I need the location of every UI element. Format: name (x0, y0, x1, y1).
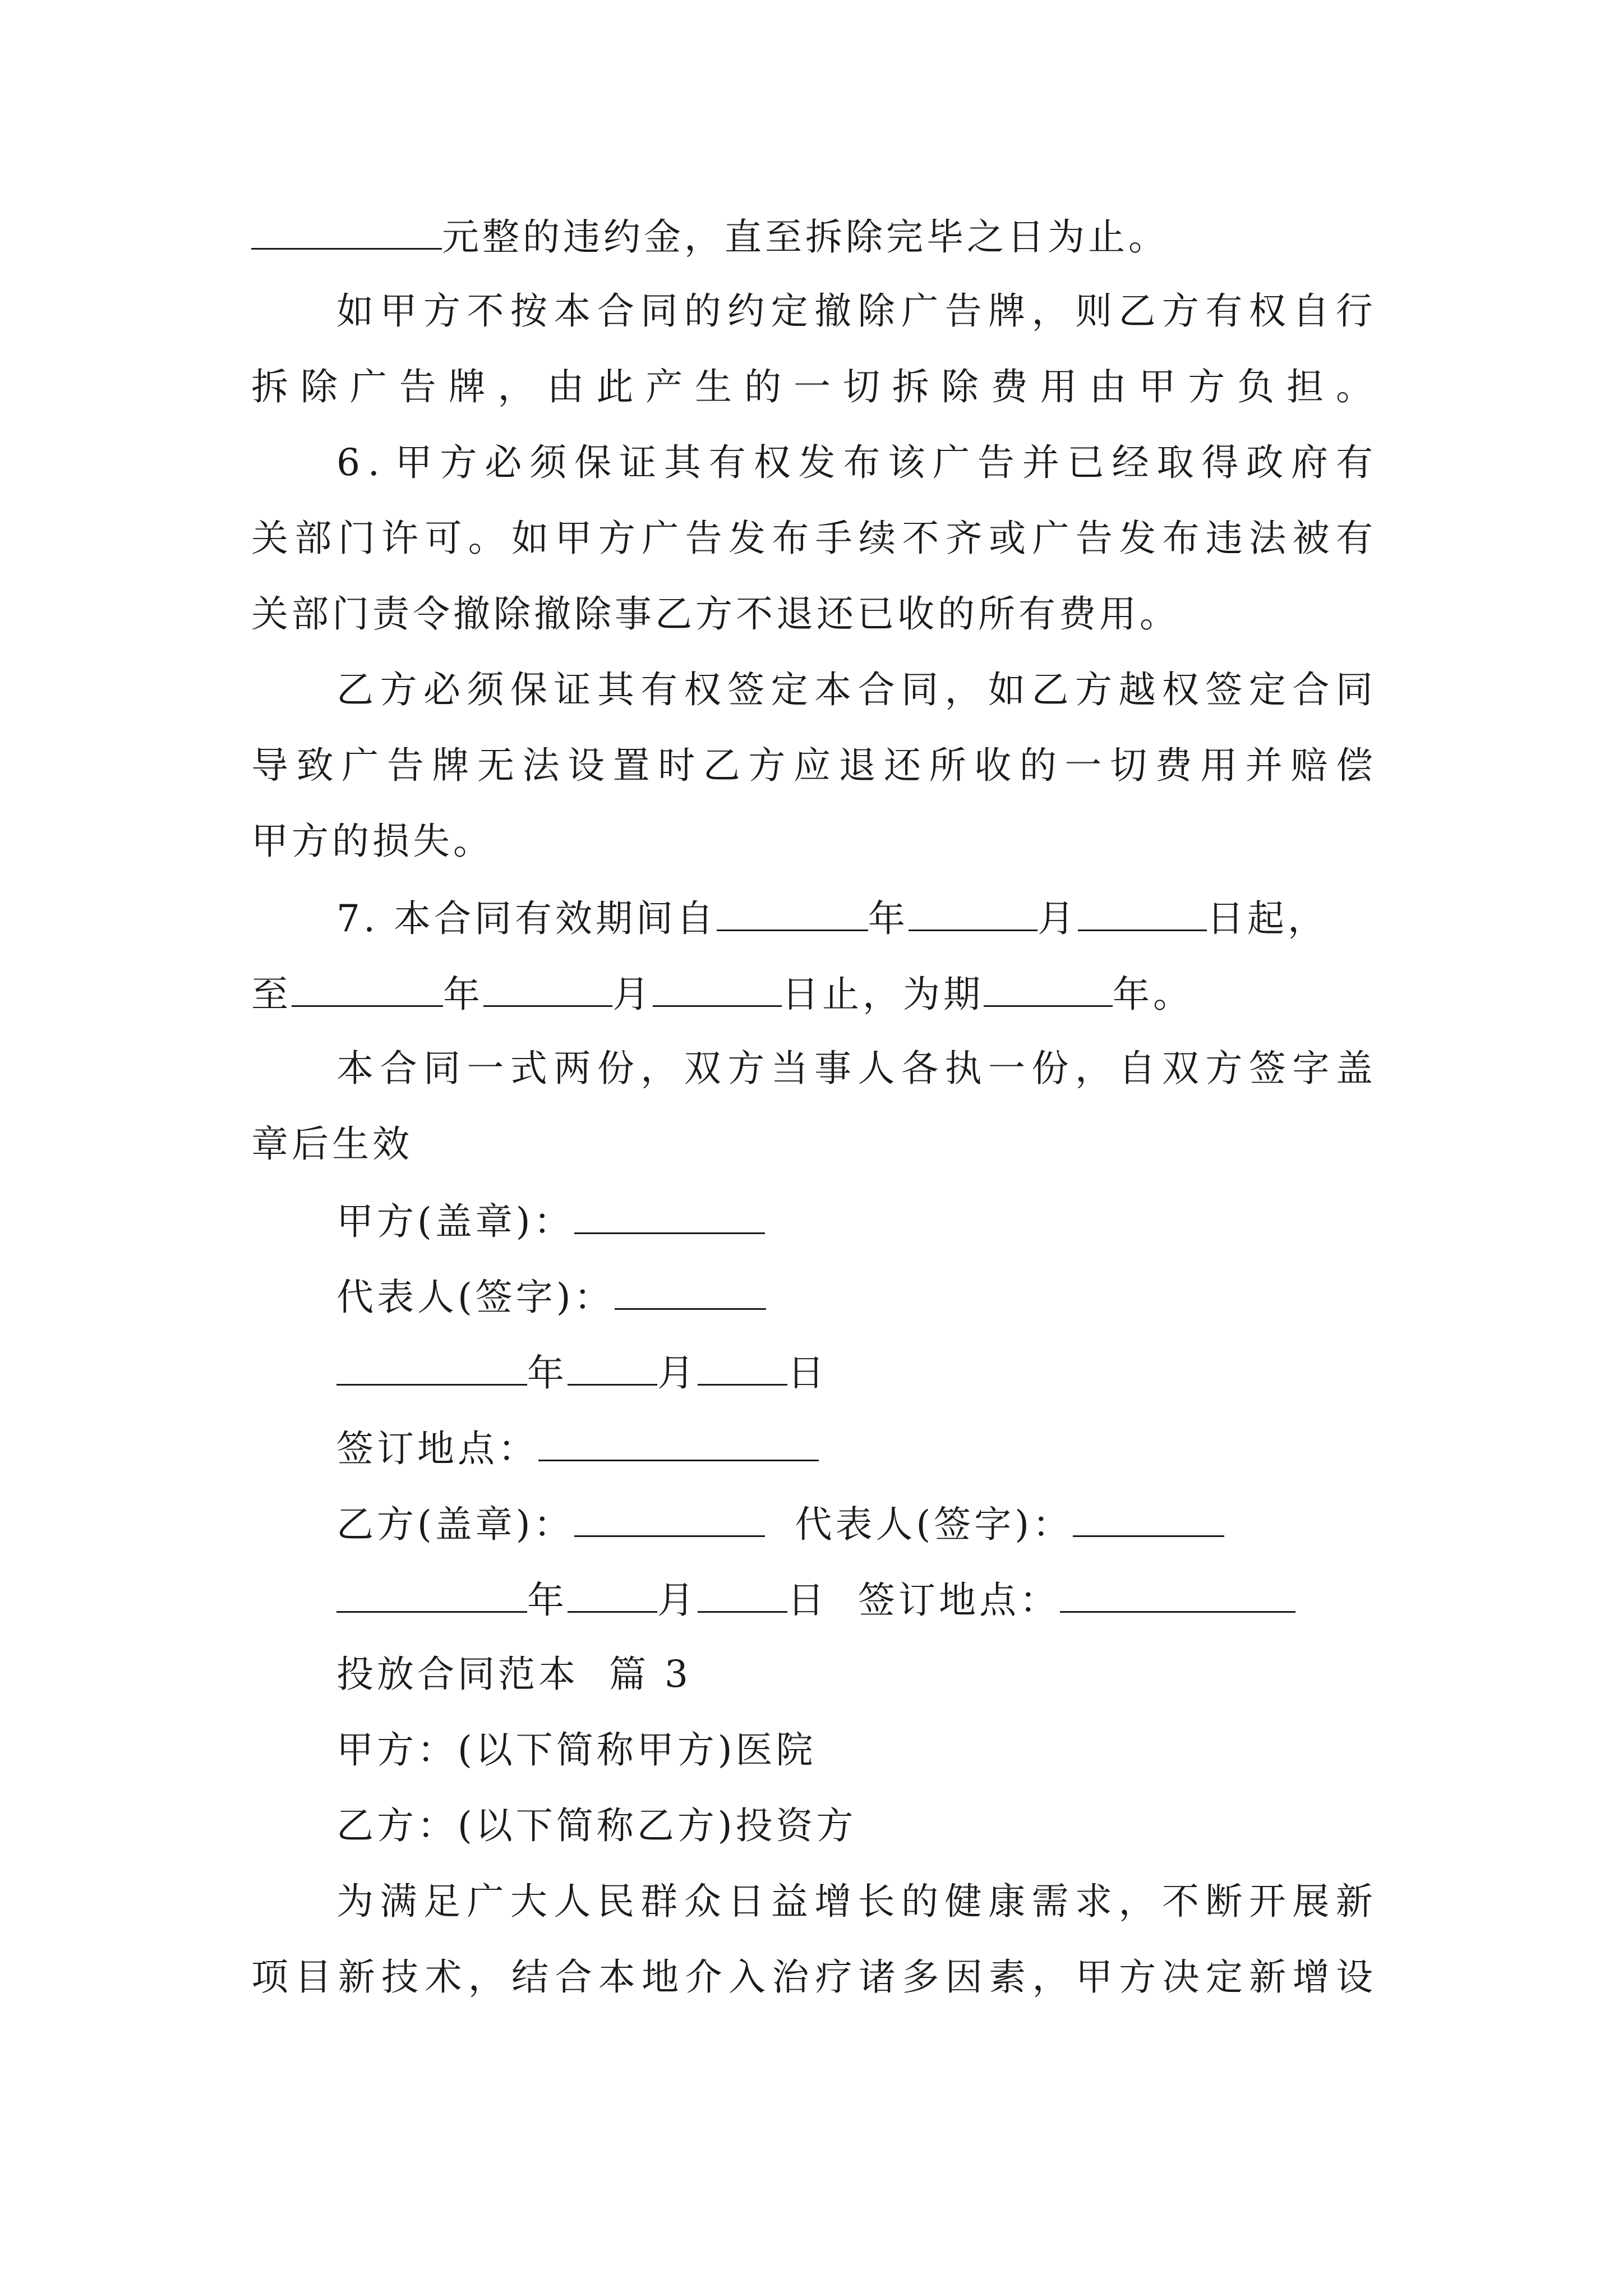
fill-blank (717, 895, 868, 931)
fill-blank (568, 1349, 657, 1386)
text-char: 用 (1200, 744, 1238, 787)
text-char: 有 (1335, 441, 1373, 484)
text-char: 有 (708, 441, 746, 484)
text-char: 。 (1335, 365, 1373, 408)
text-char: 广 (467, 1880, 504, 1923)
text-char: 双 (684, 1047, 721, 1090)
text-char: 康 (988, 1880, 1026, 1923)
text-char: 用 (1040, 365, 1077, 408)
text-line (336, 895, 1328, 940)
text-char: 本 (336, 1047, 374, 1090)
text-char: 大 (510, 1880, 547, 1923)
text-line (251, 516, 1373, 561)
text-char: 方 (1205, 1047, 1243, 1090)
text-char: 牌 (432, 744, 469, 787)
text-char: 拆 (251, 365, 288, 408)
text-char: 甲 (555, 517, 592, 560)
text-char: 设 (568, 744, 605, 787)
text-char: 有 (1335, 517, 1373, 560)
text-line (251, 365, 1373, 409)
text-char: 双 (1161, 1047, 1199, 1090)
text-char: 自 (1118, 1047, 1156, 1090)
signature-line-party-a-representative (336, 1273, 766, 1318)
text-char: 介 (685, 1955, 722, 1999)
text-char: 费 (1155, 744, 1192, 787)
date-place-line-party-b (336, 1576, 1295, 1621)
text-char: 如 (988, 668, 1026, 711)
text-char: 按 (510, 289, 547, 333)
line-text: 日 (787, 1351, 828, 1395)
text-char: 法 (522, 744, 560, 787)
text-char: ， (468, 1955, 505, 1999)
text-char: ， (944, 668, 982, 711)
text-char: 政 (1246, 441, 1284, 484)
text-char: 证 (619, 441, 656, 484)
fill-blank (538, 1425, 819, 1461)
party-b-line: 乙方：(以下简称乙方)投资方 (336, 1804, 857, 1847)
text-char: ， (1118, 1880, 1156, 1923)
text-char: 方 (1119, 1955, 1156, 1999)
text-char: 发 (1119, 517, 1156, 560)
text-char: 布 (843, 441, 880, 484)
text-char: 为 (336, 1880, 374, 1923)
text-char: 合 (597, 289, 634, 333)
text-char: 不 (467, 289, 504, 333)
line-text: 年 (443, 973, 483, 1016)
text-char: 布 (772, 517, 809, 560)
signature-line-party-a-seal (336, 1198, 765, 1243)
text-line (336, 440, 1373, 485)
text-char: 不 (1161, 1880, 1199, 1923)
text-char: 素 (989, 1955, 1026, 1999)
text-char: 被 (1292, 517, 1330, 560)
text-char: 疗 (815, 1955, 852, 1999)
fill-blank (574, 1198, 765, 1234)
text-char: 方 (598, 517, 635, 560)
text-char: 其 (597, 668, 634, 711)
text-char: 违 (1205, 517, 1243, 560)
text-char: 合 (380, 1047, 417, 1090)
text-char: 增 (814, 1880, 852, 1923)
text-char: 保 (510, 668, 547, 711)
text-char: 项 (251, 1955, 288, 1999)
text-char: 导 (251, 744, 288, 787)
text-char: 因 (945, 1955, 983, 1999)
text-char: 手 (815, 517, 852, 560)
text-char: 目 (294, 1955, 332, 1999)
text-char: 群 (640, 1880, 678, 1923)
fill-blank (483, 970, 612, 1007)
text-char: 的 (744, 365, 782, 408)
text-char: 负 (1237, 365, 1275, 408)
line-text: 月 (657, 1351, 698, 1395)
fill-blank (336, 1349, 527, 1386)
text-char: 一 (467, 1047, 504, 1090)
text-char: 发 (798, 441, 836, 484)
fill-blank (698, 1576, 787, 1613)
text-char: 决 (1162, 1955, 1200, 1999)
text-char: 须 (467, 668, 504, 711)
text-char: 方 (727, 1047, 765, 1090)
text-char: 续 (859, 517, 896, 560)
text-char: 同 (901, 668, 939, 711)
text-char: 一 (988, 1047, 1026, 1090)
text-char: 乙 (1118, 289, 1156, 333)
text-char: 法 (1249, 517, 1287, 560)
text-char: 各 (901, 1047, 939, 1090)
text-char: 份 (597, 1047, 634, 1090)
text-char: 并 (1245, 744, 1283, 787)
text-char: 份 (1031, 1047, 1069, 1090)
text-char: 健 (944, 1880, 982, 1923)
text-char: 必 (423, 668, 460, 711)
text-char: 行 (1335, 289, 1373, 333)
text-char: ， (1075, 1047, 1112, 1090)
text-char: 方 (748, 744, 786, 787)
text-line (336, 1879, 1373, 1924)
fill-blank (251, 213, 442, 250)
text-line: 甲方的损失。 (251, 820, 494, 863)
text-char: 广 (901, 289, 939, 333)
line-text: 年。 (1113, 973, 1193, 1016)
text-char: 布 (1162, 517, 1200, 560)
text-char: 不 (902, 517, 939, 560)
text-char: 结 (511, 1955, 549, 1999)
text-char: 同 (640, 289, 678, 333)
text-char: 断 (1205, 1880, 1243, 1923)
text-char: 权 (1248, 289, 1286, 333)
text-line (336, 289, 1373, 334)
text-char: 如 (511, 517, 549, 560)
text-char: 发 (728, 517, 766, 560)
text-char: 约 (727, 289, 765, 333)
line-text: 至 (251, 973, 292, 1016)
text-char: 切 (1109, 744, 1147, 787)
line-text: 日 签订地点： (787, 1579, 1060, 1622)
text-char: 增 (1292, 1955, 1330, 1999)
text-char: 签 (1248, 1047, 1286, 1090)
text-char: 的 (684, 289, 721, 333)
fill-blank (292, 970, 443, 1007)
text-char: 告 (399, 365, 436, 408)
text-char: 合 (857, 668, 895, 711)
text-char: 方 (380, 668, 417, 711)
text-char: 多 (902, 1955, 939, 1999)
text-char: 告 (977, 441, 1015, 484)
text-char: 关 (251, 517, 288, 560)
text-char: 民 (597, 1880, 634, 1923)
text-char: 地 (642, 1955, 679, 1999)
text-char: 的 (901, 1880, 939, 1923)
text-char: 事 (814, 1047, 852, 1090)
text-char: 合 (1292, 668, 1330, 711)
text-char: 方 (1075, 668, 1112, 711)
text-char: 本 (814, 668, 852, 711)
fill-blank (653, 970, 782, 1007)
text-char: 门 (338, 517, 375, 560)
text-char: 保 (574, 441, 612, 484)
text-char: 并 (1022, 441, 1059, 484)
text-line: 章后生效 (251, 1122, 413, 1166)
text-char: 许 (381, 517, 419, 560)
text-char: 两 (554, 1047, 591, 1090)
text-line (336, 668, 1373, 712)
text-char: 置 (612, 744, 650, 787)
text-char: 致 (296, 744, 334, 787)
text-char: 定 (1205, 1955, 1243, 1999)
text-char: 当 (771, 1047, 808, 1090)
text-line: 关部门责令撤除撤除事乙方不退还已收的所有费用。 (251, 592, 1180, 636)
section-heading: 投放合同范本 篇 3 (336, 1653, 691, 1696)
text-char: 权 (753, 441, 791, 484)
line-text: 代表人(签字)： (336, 1276, 615, 1319)
text-char: 已 (1067, 441, 1104, 484)
text-char: 新 (338, 1955, 375, 1999)
line-text: 代表人(签字)： (764, 1503, 1073, 1546)
text-char: 的 (1019, 744, 1057, 787)
text-char: 字 (1292, 1047, 1330, 1090)
line-text: 日起， (1206, 897, 1328, 940)
text-char: 方 (423, 289, 460, 333)
text-char: 方 (1161, 289, 1199, 333)
text-char: 有 (1205, 289, 1243, 333)
fill-blank (1078, 895, 1207, 931)
line-text: 甲方(盖章)： (336, 1200, 574, 1243)
fill-blank (984, 970, 1113, 1007)
fill-blank (1073, 1501, 1224, 1537)
text-char: 。 (468, 517, 505, 560)
text-char: 展 (1292, 1880, 1330, 1923)
date-line-party-a (336, 1349, 828, 1394)
text-char: 乙 (336, 668, 374, 711)
text-char: 长 (857, 1880, 895, 1923)
text-char: 满 (380, 1880, 417, 1923)
text-char: 撤 (814, 289, 852, 333)
text-char: 甲 (395, 441, 432, 484)
text-char: 定 (771, 289, 808, 333)
text-char: 经 (1112, 441, 1149, 484)
text-char: 甲 (1075, 1955, 1113, 1999)
text-char: 人 (857, 1047, 895, 1090)
text-char: 由 (1089, 365, 1127, 408)
text-char: 除 (941, 365, 979, 408)
text-char: 方 (440, 441, 477, 484)
text-char: 技 (381, 1955, 419, 1999)
text-char: 时 (658, 744, 695, 787)
text-char: 除 (857, 289, 895, 333)
text-char: ， (1031, 289, 1069, 333)
text-char: 告 (685, 517, 722, 560)
text-char: 定 (1248, 668, 1286, 711)
text-char: 甲 (380, 289, 417, 333)
text-char: 一 (1064, 744, 1102, 787)
text-char: 无 (477, 744, 514, 787)
text-char: ， (1032, 1955, 1069, 1999)
text-char: 须 (529, 441, 567, 484)
text-char: 广 (1032, 517, 1069, 560)
text-char: 术 (425, 1955, 462, 1999)
text-char: 证 (554, 668, 591, 711)
text-char: 日 (727, 1880, 765, 1923)
text-char: 必 (485, 441, 522, 484)
line-text: 乙方(盖章)： (336, 1503, 574, 1546)
text-char: 切 (842, 365, 880, 408)
text-char: 求 (1075, 1880, 1112, 1923)
text-char: 定 (771, 668, 808, 711)
text-char: 告 (1075, 517, 1113, 560)
text-char: 同 (423, 1047, 460, 1090)
text-char: 或 (989, 517, 1026, 560)
text-char: 如 (336, 289, 374, 333)
text-char: 诸 (859, 1955, 896, 1999)
signature-line-party-b (336, 1501, 1224, 1545)
text-char: 牌 (988, 289, 1026, 333)
text-char: 设 (1335, 1955, 1373, 1999)
line-text: 年 (868, 897, 909, 940)
text-char: 乙 (703, 744, 740, 787)
text-char: 产 (645, 365, 683, 408)
text-char: 还 (884, 744, 921, 787)
signing-place-line-party-a (336, 1425, 819, 1470)
text-char: 所 (929, 744, 966, 787)
text-char: 广 (642, 517, 679, 560)
text-char: 越 (1118, 668, 1156, 711)
text-char: 执 (944, 1047, 982, 1090)
line-text: 年 (527, 1351, 568, 1395)
text-char: 牌 (448, 365, 486, 408)
text-char: ， (640, 1047, 678, 1090)
fill-blank (909, 895, 1038, 931)
text-char: 收 (974, 744, 1012, 787)
text-char: 齐 (945, 517, 983, 560)
text-char: 除 (300, 365, 338, 408)
text-char: 权 (1161, 668, 1199, 711)
text-char: 一 (793, 365, 831, 408)
text-char: 取 (1156, 441, 1194, 484)
text-char: 新 (1335, 1880, 1373, 1923)
text-char: 本 (598, 1955, 635, 1999)
text-char: 应 (793, 744, 831, 787)
text-char: 费 (990, 365, 1028, 408)
line-text: 月 (657, 1579, 698, 1622)
text-char: 人 (554, 1880, 591, 1923)
text-char: 需 (1031, 1880, 1069, 1923)
text-char: 府 (1291, 441, 1329, 484)
text-char: 式 (510, 1047, 547, 1090)
text-char: 合 (555, 1955, 592, 1999)
text-char: 广 (342, 744, 379, 787)
text-line (336, 213, 1169, 258)
line-text: 日止，为期 (782, 973, 984, 1016)
line-text: 签订地点： (336, 1427, 538, 1470)
text-line (251, 743, 1373, 788)
text-char: 权 (684, 668, 721, 711)
text-char: 生 (695, 365, 732, 408)
party-a-line: 甲方：(以下简称甲方)医院 (336, 1728, 817, 1772)
text-char: 由 (547, 365, 584, 408)
text-char: 该 (888, 441, 925, 484)
text-char: 方 (1188, 365, 1225, 408)
text-char: 赔 (1290, 744, 1328, 787)
text-line (251, 970, 1193, 1015)
text-line (336, 1046, 1373, 1091)
text-char: 告 (386, 744, 424, 787)
text-char: 入 (728, 1955, 766, 1999)
text-char: 广 (933, 441, 970, 484)
text-char: 则 (1075, 289, 1112, 333)
text-char: 益 (771, 1880, 808, 1923)
line-text: 元整的违约金，直至拆除完毕之日为止。 (442, 215, 1169, 259)
text-char: 部 (294, 517, 332, 560)
text-char: 拆 (892, 365, 929, 408)
text-char: ， (497, 365, 535, 408)
text-char: 自 (1292, 289, 1330, 333)
text-char: 治 (772, 1955, 809, 1999)
text-char: 盖 (1335, 1047, 1373, 1090)
line-text: 7. 本合同有效期间自 (336, 897, 717, 940)
text-char: 6 (336, 441, 360, 484)
text-char: 签 (727, 668, 765, 711)
text-char: 得 (1201, 441, 1239, 484)
line-text: 月 (1037, 897, 1078, 940)
text-char: 足 (423, 1880, 460, 1923)
text-char: 其 (663, 441, 701, 484)
text-char: 退 (838, 744, 876, 787)
text-char: 本 (554, 289, 591, 333)
fill-blank (1060, 1576, 1295, 1613)
text-char: 甲 (1138, 365, 1176, 408)
text-char: 新 (1249, 1955, 1287, 1999)
line-text: 年 (527, 1579, 568, 1622)
text-char: 可 (425, 517, 462, 560)
fill-blank (568, 1576, 657, 1613)
text-char: . (367, 441, 380, 484)
text-char: 担 (1287, 365, 1324, 408)
text-char: 签 (1205, 668, 1243, 711)
text-char: 有 (640, 668, 678, 711)
text-char: 开 (1248, 1880, 1286, 1923)
text-char: 众 (684, 1880, 721, 1923)
fill-blank (336, 1576, 527, 1613)
fill-blank (574, 1501, 765, 1537)
text-char: 偿 (1335, 744, 1373, 787)
text-char: 告 (944, 289, 982, 333)
text-char: 同 (1335, 668, 1373, 711)
line-text: 月 (612, 973, 653, 1016)
text-line (251, 1955, 1373, 2000)
fill-blank (698, 1349, 787, 1386)
fill-blank (615, 1273, 766, 1310)
text-char: 此 (596, 365, 634, 408)
text-char: 乙 (1031, 668, 1069, 711)
text-char: 广 (349, 365, 387, 408)
